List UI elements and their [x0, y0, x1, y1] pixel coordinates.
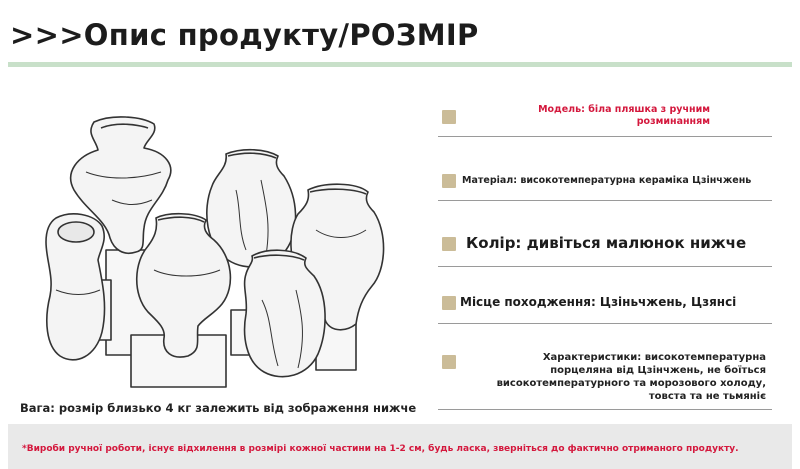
footer-banner [8, 424, 792, 469]
spec-features-line: Характеристики: високотемпературна [542, 352, 766, 363]
footer-note: *Вироби ручної роботи, існує відхилення в розмірі кожної частини на 1-2 см, будь ласка, зверніться до фактично отриманого продукту. [22, 444, 739, 454]
title-divider [8, 62, 792, 67]
spec-origin-text: Місце походження: Цзіньчжень, Цзянсі [460, 295, 737, 309]
bullet-square-icon [442, 355, 456, 369]
vases-illustration [16, 110, 406, 402]
bullet-square-icon [442, 174, 456, 188]
row-divider [438, 200, 772, 201]
spec-features-line: порцеляна від Цзінчжень, не боїться [550, 365, 766, 376]
spec-features-line: товста та не тьмяніє [648, 391, 766, 402]
page-title: >>>Опис продукту/РОЗМІР [10, 18, 479, 52]
spec-color-text: Колір: дивіться малюнок нижче [466, 234, 747, 252]
spec-material-text: Матеріал: високотемпературна кераміка Цзінчжень [462, 175, 752, 186]
row-divider [438, 136, 772, 137]
spec-features-text [470, 351, 766, 403]
weight-note: Вага: розмір близько 4 кг залежить від зображення нижче [20, 401, 417, 415]
spec-model-line: Модель: біла пляшка з ручним [538, 104, 710, 115]
spec-features-line: високотемпературного та морозового холоду, [496, 378, 766, 389]
bullet-square-icon [442, 296, 456, 310]
bullet-square-icon [442, 237, 456, 251]
spec-model-text [470, 104, 710, 128]
spec-model-line: розминанням [636, 116, 710, 127]
bullet-square-icon [442, 110, 456, 124]
row-divider [438, 409, 772, 410]
row-divider [438, 266, 772, 267]
row-divider [438, 323, 772, 324]
